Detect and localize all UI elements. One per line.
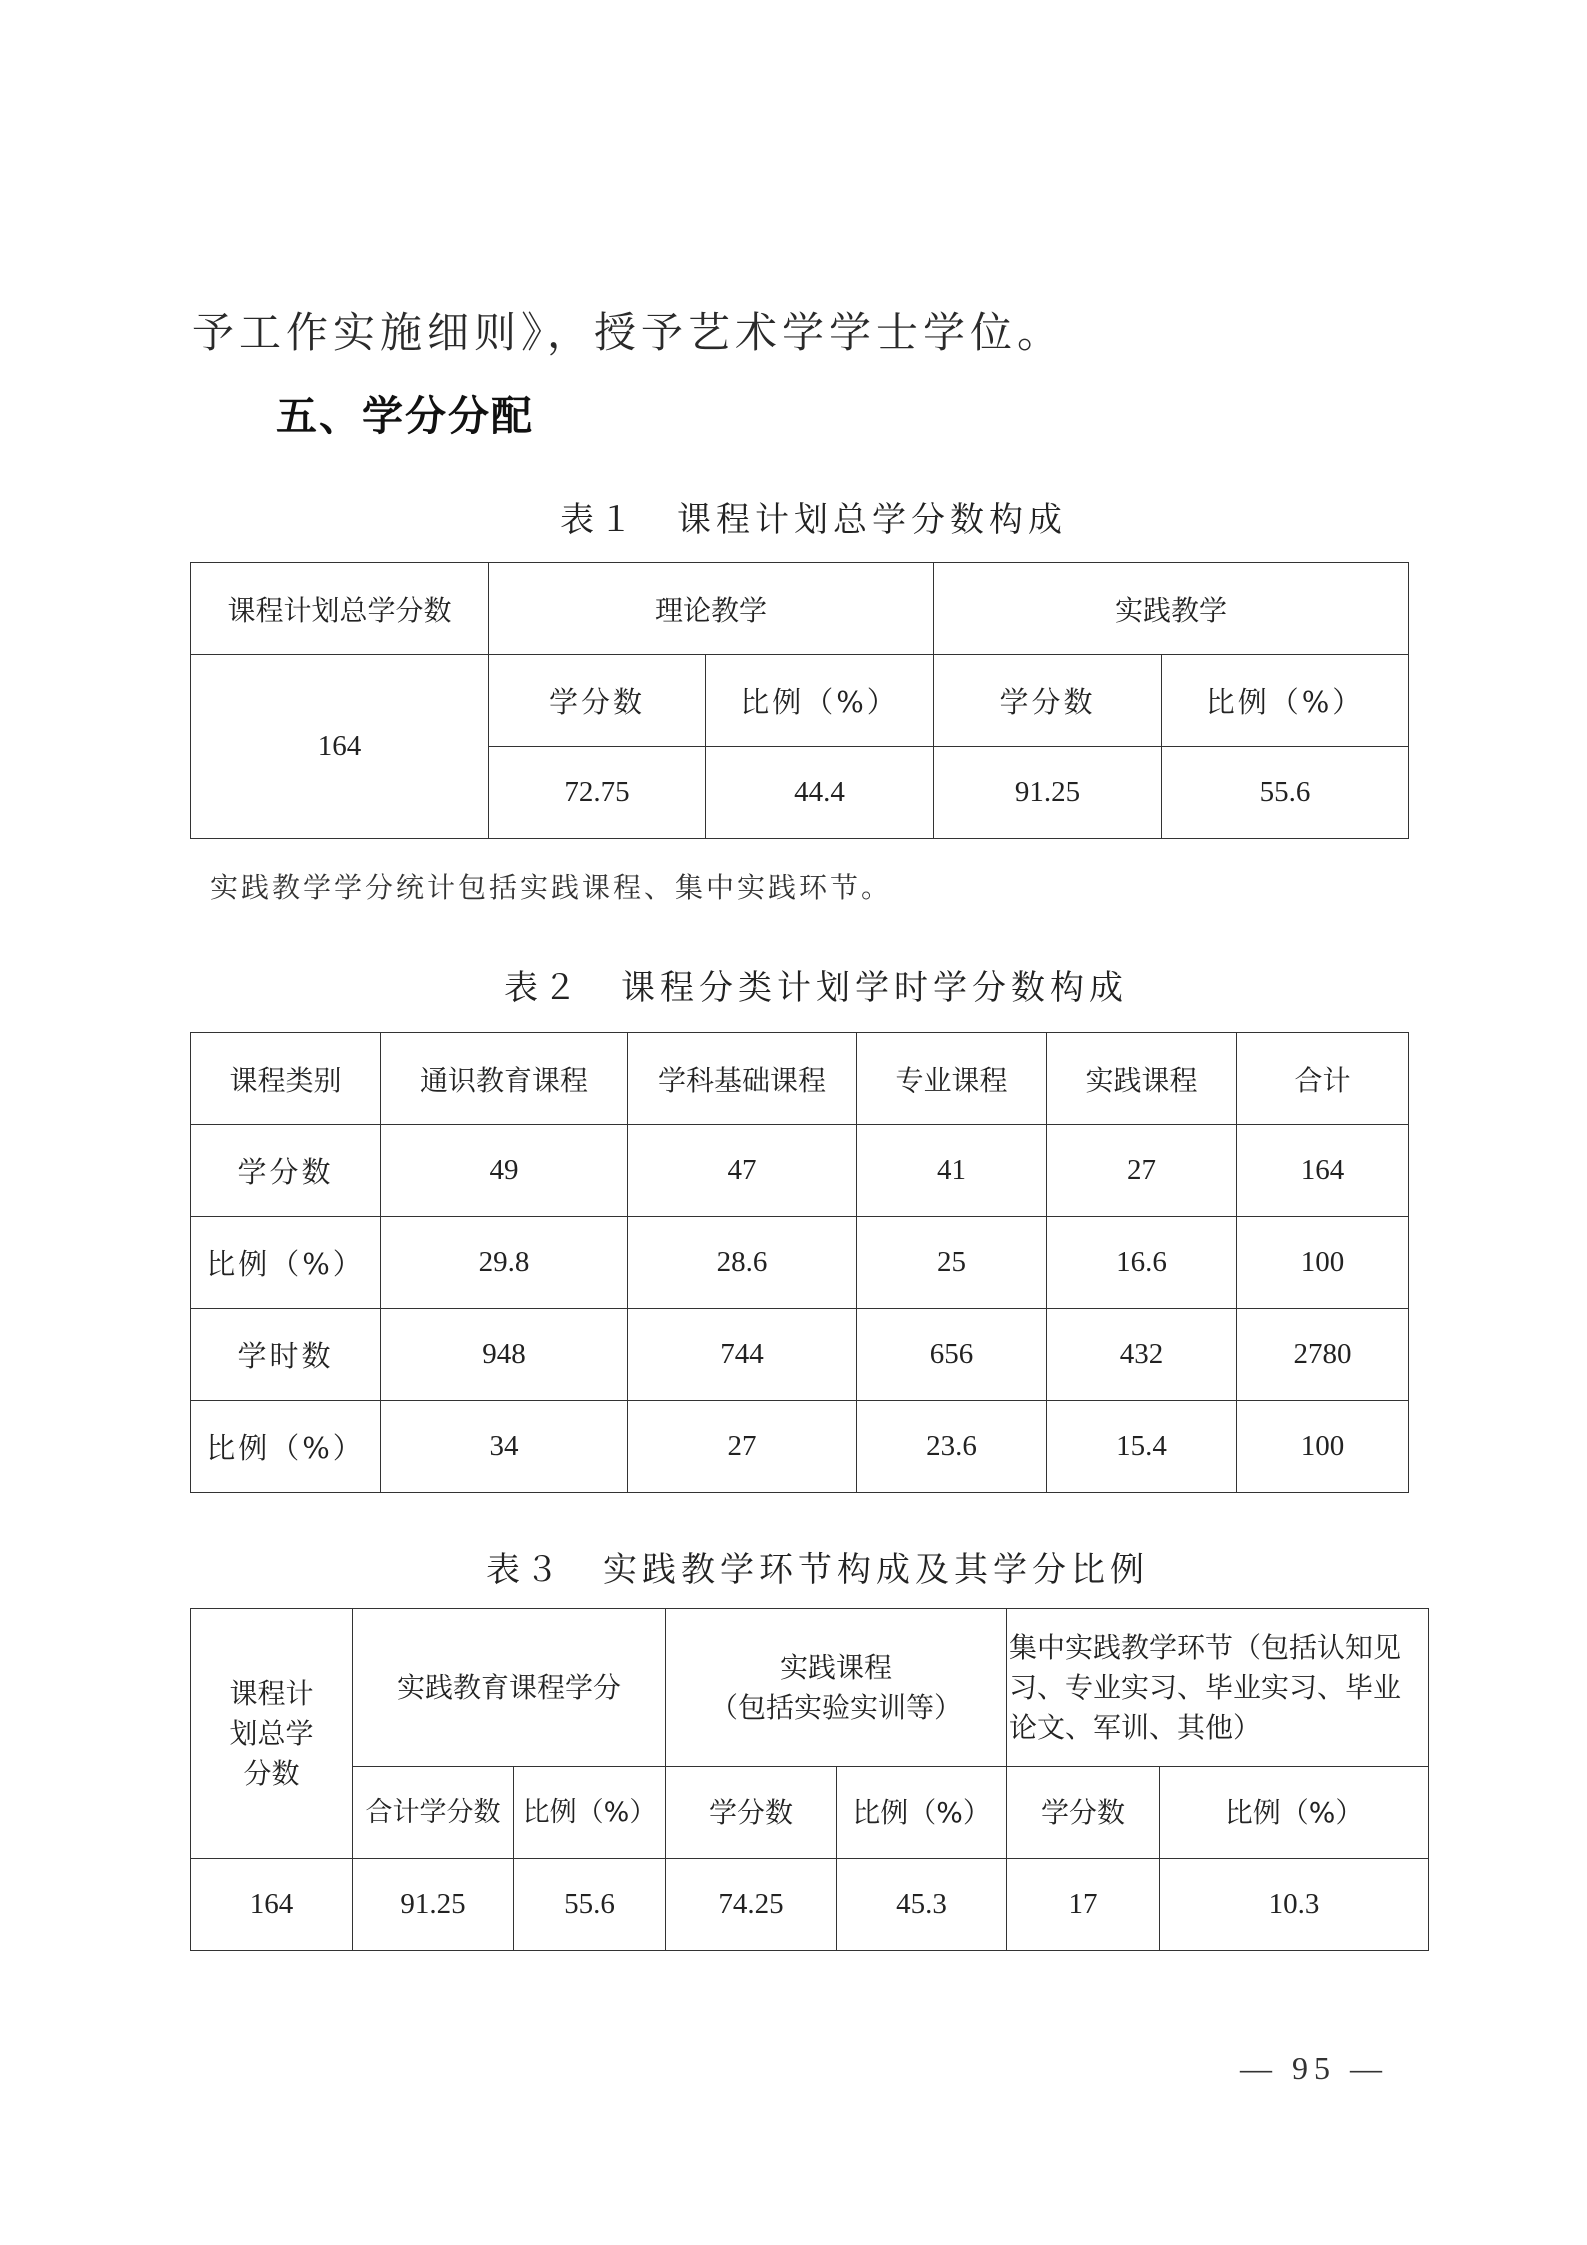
cell: 17: [1007, 1859, 1160, 1951]
t2-header-basic: 学科基础课程: [628, 1033, 857, 1125]
t3-sub-conc-credits: 学分数: [1007, 1767, 1160, 1859]
cell: 23.6: [857, 1401, 1047, 1493]
cell: 45.3: [837, 1859, 1007, 1951]
body-paragraph: 予工作实施细则》，授予艺术学学士学位。: [192, 308, 1065, 357]
cell: 74.25: [666, 1859, 837, 1951]
section-heading: 五、学分分配: [276, 392, 534, 440]
t1-theory-ratio: 44.4: [706, 747, 934, 839]
cell: 25: [857, 1217, 1047, 1309]
t3-sub-edu-ratio: 比例（%）: [514, 1767, 666, 1859]
t2-header-category: 课程类别: [191, 1033, 381, 1125]
table-row: [191, 1859, 1429, 1951]
t1-practice-credits: 91.25: [934, 747, 1162, 839]
t3-sub-total-credits: 合计学分数: [353, 1767, 514, 1859]
t1-sub-practice-ratio: 比例（%）: [1162, 655, 1409, 747]
cell: 55.6: [514, 1859, 666, 1951]
t1-header-theory: 理论教学: [489, 563, 934, 655]
t1-sub-practice-credits: 学分数: [934, 655, 1162, 747]
t3-header-practice-course-line1: 实践课程: [780, 1650, 893, 1684]
cell: 49: [381, 1125, 628, 1217]
page-number: — 95 —: [1240, 2050, 1388, 2086]
cell: 16.6: [1047, 1217, 1237, 1309]
t2-header-total: 合计: [1237, 1033, 1409, 1125]
table3: [190, 1608, 1429, 1951]
cell: 28.6: [628, 1217, 857, 1309]
cell: 27: [628, 1401, 857, 1493]
table1-caption: 表１ 课程计划总学分数构成: [560, 500, 1067, 540]
cell: 91.25: [353, 1859, 514, 1951]
cell: 47: [628, 1125, 857, 1217]
t1-header-practice: 实践教学: [934, 563, 1409, 655]
table-row: [191, 1401, 1409, 1493]
cell: 100: [1237, 1401, 1409, 1493]
t1-theory-credits: 72.75: [489, 747, 706, 839]
t1-header-total: 课程计划总学分数: [191, 563, 489, 655]
cell: 164: [191, 1859, 353, 1951]
t3-header-practice-course: [666, 1609, 1007, 1767]
cell: 41: [857, 1125, 1047, 1217]
t3-header-practice-course-line2: （包括实验实训等）: [710, 1690, 963, 1724]
cell: 744: [628, 1309, 857, 1401]
t1-practice-ratio: 55.6: [1162, 747, 1409, 839]
cell: 948: [381, 1309, 628, 1401]
t3-sub-course-credits: 学分数: [666, 1767, 837, 1859]
t1-sub-theory-ratio: 比例（%）: [706, 655, 934, 747]
table-row: [191, 1125, 1409, 1217]
cell: 432: [1047, 1309, 1237, 1401]
t3-header-total-text: 课程计划总学分数: [229, 1676, 314, 1790]
cell: 656: [857, 1309, 1047, 1401]
cell: 29.8: [381, 1217, 628, 1309]
t2-header-general: 通识教育课程: [381, 1033, 628, 1125]
t3-sub-course-ratio: 比例（%）: [837, 1767, 1007, 1859]
t1-total-value: 164: [191, 655, 489, 839]
t3-sub-conc-ratio: 比例（%）: [1160, 1767, 1429, 1859]
table-row: [191, 1217, 1409, 1309]
row-label: 学分数: [191, 1125, 381, 1217]
t1-sub-theory-credits: 学分数: [489, 655, 706, 747]
row-label: 比例（%）: [191, 1217, 381, 1309]
table2-caption: 表２ 课程分类计划学时学分数构成: [504, 968, 1128, 1008]
table2: [190, 1032, 1409, 1493]
row-label: 比例（%）: [191, 1401, 381, 1493]
cell: 27: [1047, 1125, 1237, 1217]
cell: 2780: [1237, 1309, 1409, 1401]
table1: [190, 562, 1409, 839]
table3-caption: 表３ 实践教学环节构成及其学分比例: [486, 1550, 1149, 1590]
t3-header-concentrated: 集中实践教学环节（包括认知见习、专业实习、毕业实习、毕业论文、军训、其他）: [1007, 1609, 1429, 1767]
cell: 34: [381, 1401, 628, 1493]
table1-note: 实践教学学分统计包括实践课程、集中实践环节。: [210, 871, 893, 904]
t3-header-total: [191, 1609, 353, 1859]
cell: 10.3: [1160, 1859, 1429, 1951]
table-row: [191, 1309, 1409, 1401]
t3-header-practice-edu: 实践教育课程学分: [353, 1609, 666, 1767]
cell: 15.4: [1047, 1401, 1237, 1493]
cell: 164: [1237, 1125, 1409, 1217]
t2-header-practice: 实践课程: [1047, 1033, 1237, 1125]
t2-header-major: 专业课程: [857, 1033, 1047, 1125]
cell: 100: [1237, 1217, 1409, 1309]
row-label: 学时数: [191, 1309, 381, 1401]
